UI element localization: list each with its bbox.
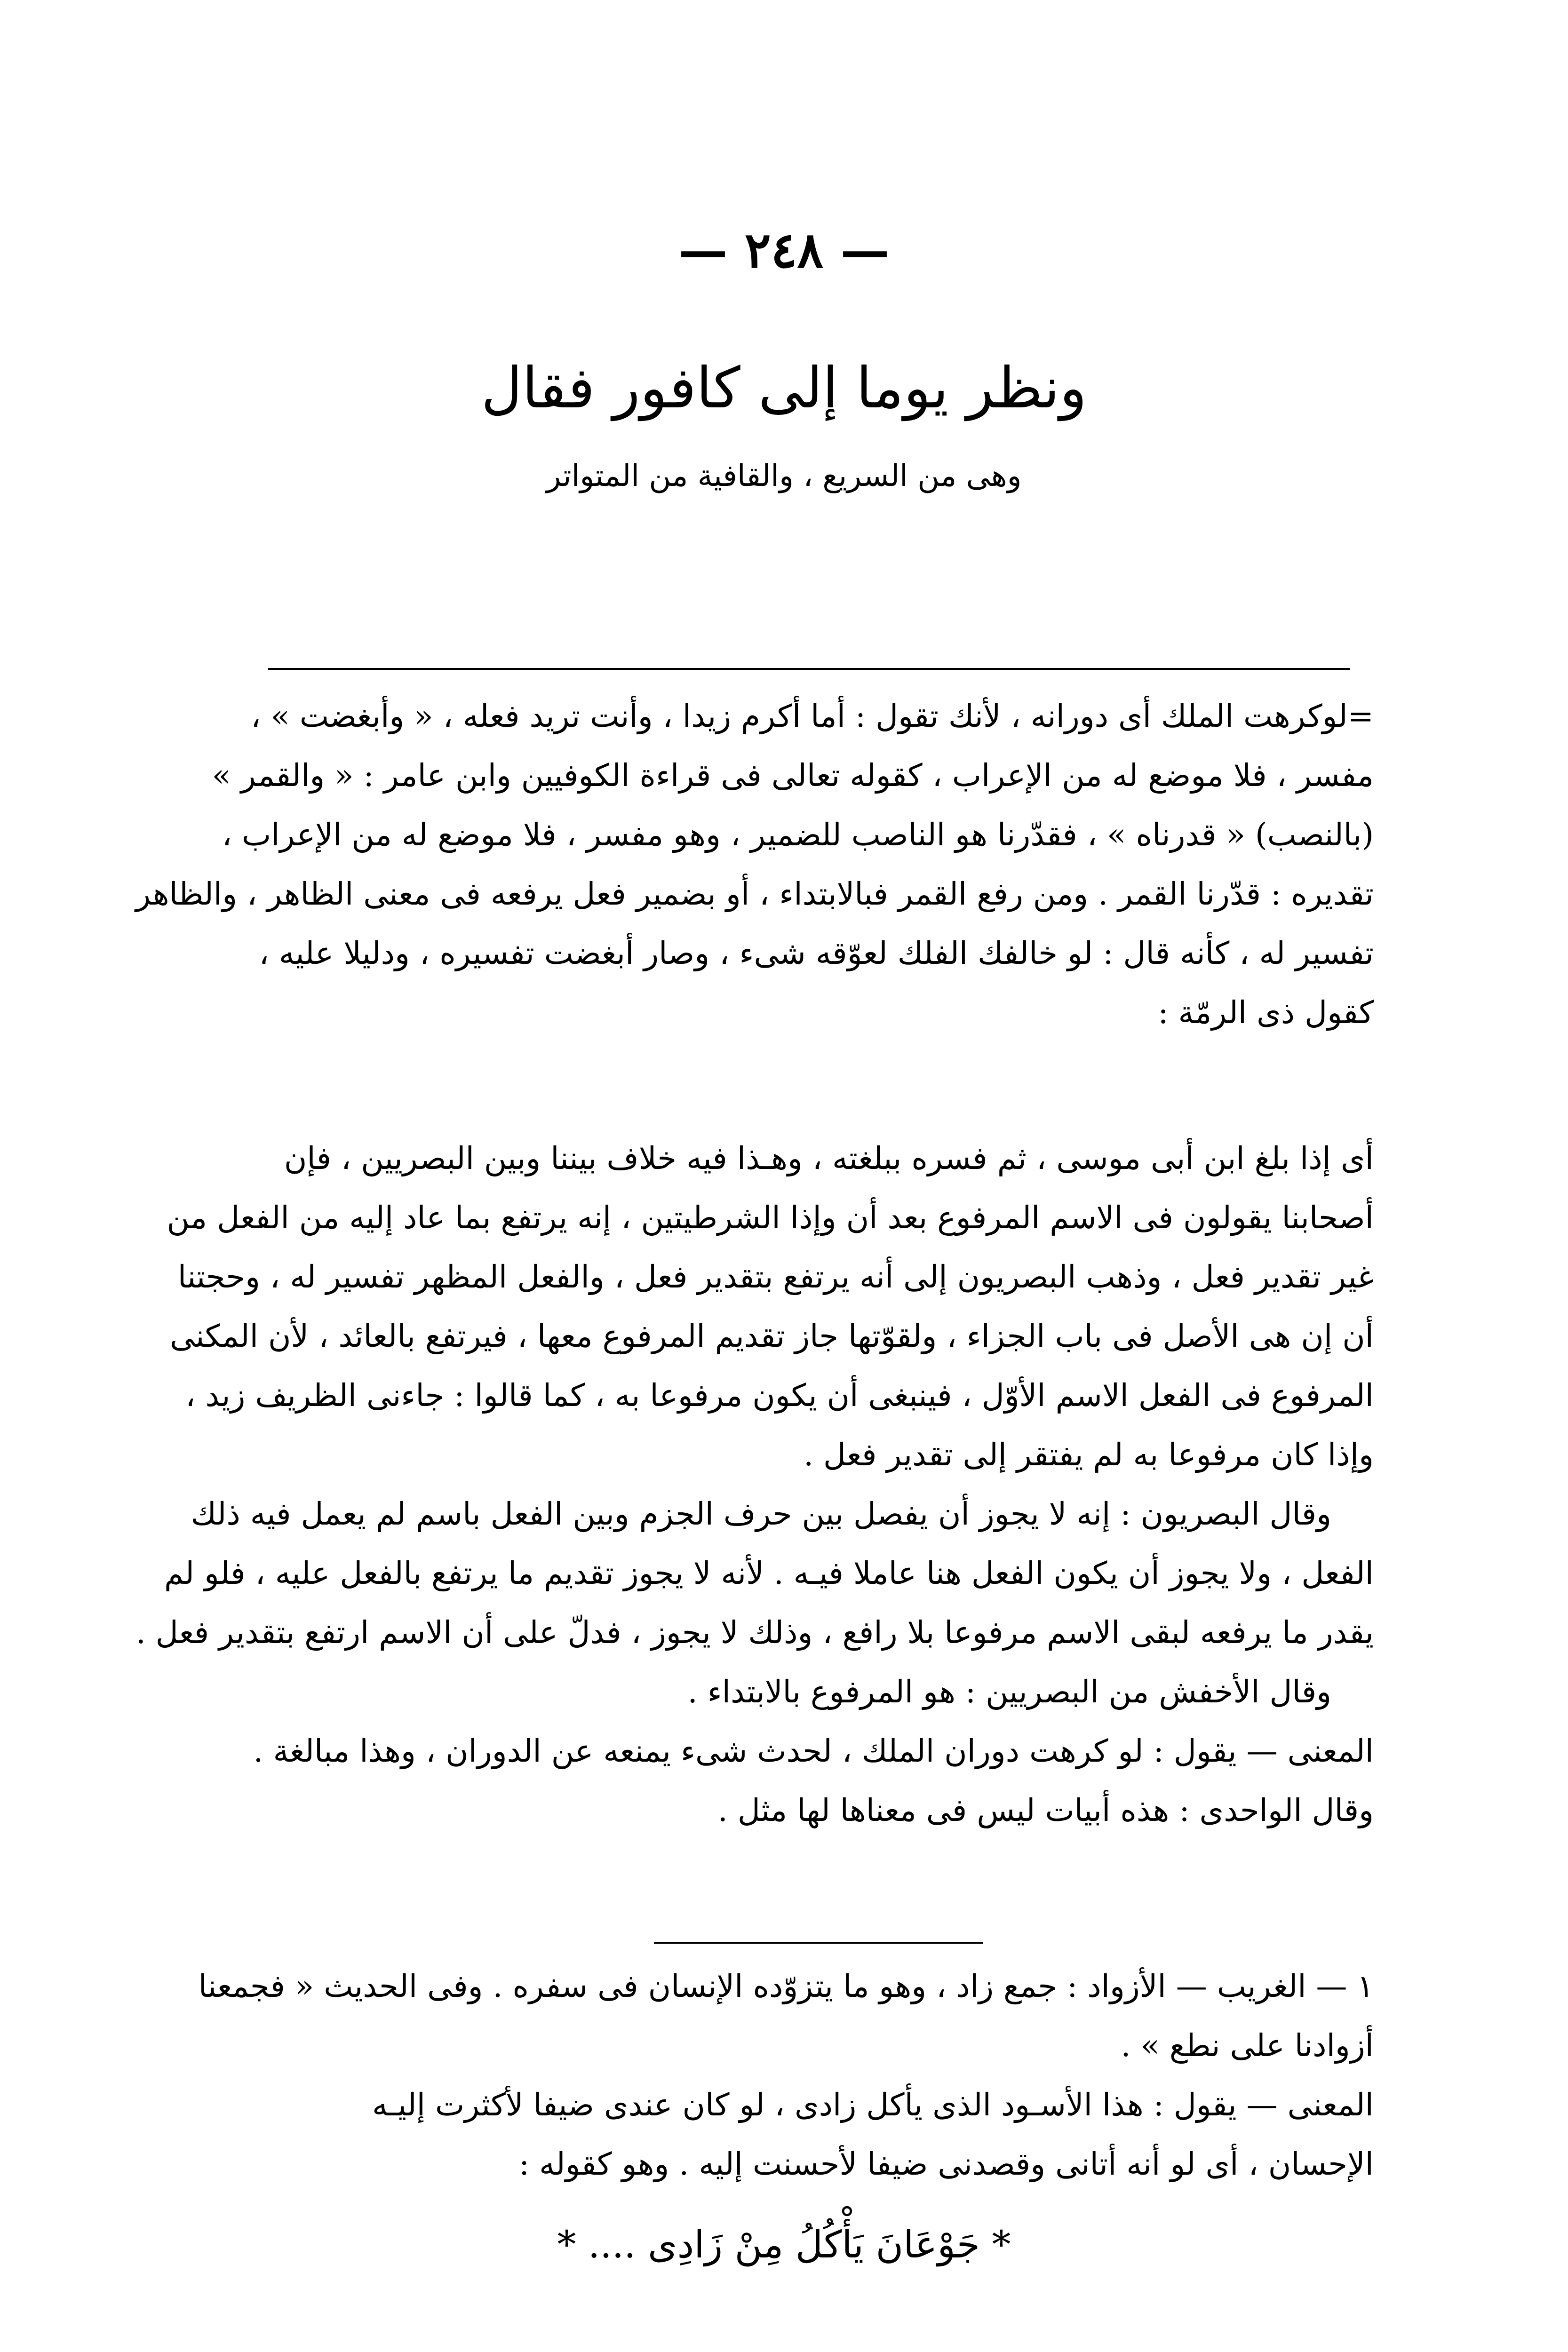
commentary-block-1 xyxy=(135,687,1374,1042)
footnote-line: المعنى — يقول : هذا الأسـود الذى يأكل زادى ، لو كان عندى ضيفا لأكثرت إليـه xyxy=(372,2087,1374,2123)
commentary-line: غير تقدير فعل ، وذهب البصريون إلى أنه يرتفع بتقدير فعل ، والفعل المظهر تفسير له ، وحجتنا xyxy=(177,1259,1374,1295)
meter-note: وهى من السريع ، والقافية من المتواتر xyxy=(546,459,1022,493)
commentary-line: أى إذا بلغ ابن أبى موسى ، ثم فسره ببلغته ، وهـذا فيه خلاف بيننا وبين البصريين ، فإن xyxy=(284,1140,1374,1176)
commentary-line: المعنى — يقول : لو كرهت دوران الملك ، لحدث شىء يمنعه عن الدوران ، وهذا مبالغة . xyxy=(253,1733,1374,1769)
commentary-line: وقال الأخفش من البصريين : هو المرفوع بالابتداء . xyxy=(687,1674,1331,1710)
commentary-line: =لوكرهت الملك أى دورانه ، لأنك تقول : أما أكرم زيدا ، وأنت تريد فعله ، « وأبغضت » ، xyxy=(251,698,1374,734)
footnote-block xyxy=(198,1957,1374,2194)
commentary-line: مفسر ، فلا موضع له من الإعراب ، كقوله تعالى فى قراءة الكوفيين وابن عامر : « والقمر » xyxy=(212,757,1374,794)
commentary-line: يقدر ما يرفعه لبقى الاسم مرفوعا بلا رافع ، وذلك لا يجوز ، فدلّ على أن الاسم ارتفع بتقدير فعل . xyxy=(135,1614,1374,1651)
commentary-line: كقول ذى الرمّة : xyxy=(1158,994,1374,1031)
divider-footnote xyxy=(654,1942,983,1944)
commentary-line: المرفوع فى الفعل الاسم الأوّل ، فينبغى أن يكون مرفوعا به ، كما قالوا : جاءنى الظريف زيد ، xyxy=(185,1377,1374,1414)
commentary-line: الفعل ، ولا يجوز أن يكون الفعل هنا عاملا فيـه . لأنه لا يجوز تقديم ما يرتفع بالفعل عليه ، فلو لم xyxy=(164,1555,1374,1591)
footnote-line: الإحسان ، أى لو أنه أتانى وقصدنى ضيفا لأحسنت إليه . وهو كقوله : xyxy=(518,2146,1374,2182)
quoted-hemistich: * جَوْعَانَ يَأْكُلُ مِنْ زَادِى .... * xyxy=(557,2223,1011,2266)
commentary-line: تقديره : قدّرنا القمر . ومن رفع القمر فبالابتداء ، أو بضمير فعل يرفعه فى معنى الظاهر ، والظاهر xyxy=(135,876,1374,912)
footnote-line: أزوادنا على نطع » . xyxy=(1121,2027,1374,2064)
page-number: — ٢٤٨ — xyxy=(678,221,890,279)
commentary-line: أصحابنا يقولون فى الاسم المرفوع بعد أن وإذا الشرطيتين ، إنه يرتفع بما عاد إليه من الفعل من xyxy=(167,1200,1374,1236)
commentary-line: وإذا كان مرفوعا به لم يفتقر إلى تقدير فعل . xyxy=(804,1437,1374,1473)
commentary-line: أن إن هى الأصل فى باب الجزاء ، ولقوّتها جاز تقديم المرفوع معها ، فيرتفع بالعائد ، لأن المكنى xyxy=(170,1318,1374,1354)
commentary-line: وقال البصريون : إنه لا يجوز أن يفصل بين حرف الجزم وبين الفعل باسم لم يعمل فيه ذلك xyxy=(191,1496,1331,1532)
footnote-line: ١ — الغريب — الأزواد : جمع زاد ، وهو ما يتزوّده الإنسان فى سفره . وفى الحديث « فجمعنا xyxy=(198,1968,1374,2004)
commentary-line: تفسير له ، كأنه قال : لو خالفك الفلك لعوّقه شىء ، وصار أبغضت تفسيره ، ودليلا عليه ، xyxy=(259,935,1374,971)
section-heading: ونظر يوما إلى كافور فقال xyxy=(481,356,1087,421)
commentary-block-2 xyxy=(135,1129,1374,1840)
divider-top xyxy=(268,668,1350,670)
commentary-line: وقال الواحدى : هذه أبيات ليس فى معناها لها مثل . xyxy=(717,1792,1374,1828)
commentary-line: (بالنصب) « قدرناه » ، فقدّرنا هو الناصب للضمير ، وهو مفسر ، فلا موضع له من الإعراب ، xyxy=(222,817,1374,853)
